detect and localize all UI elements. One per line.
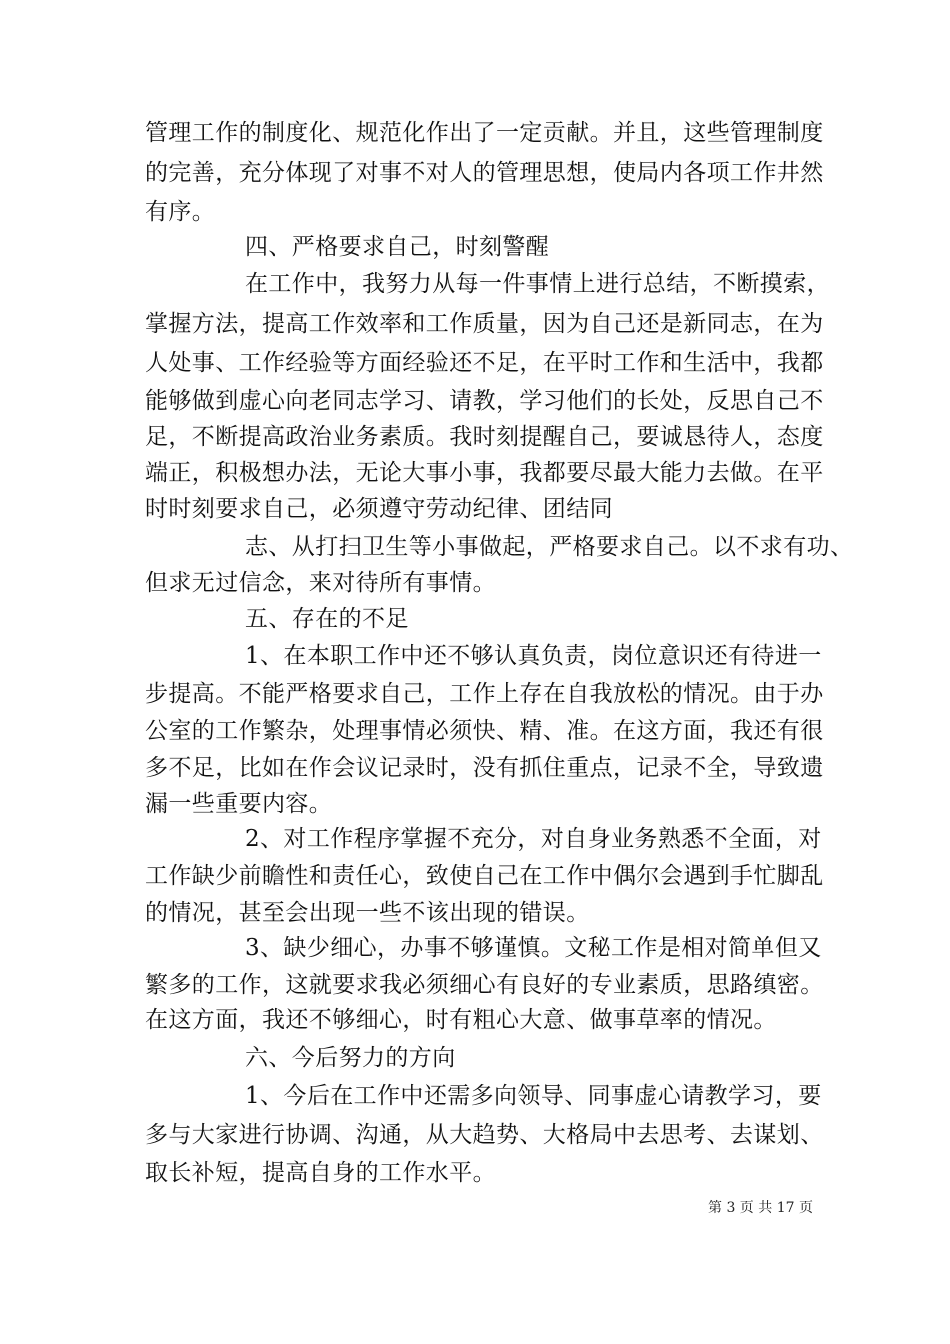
text-line: 的完善，充分体现了对事不对人的管理思想，使局内各项工作井然: [145, 160, 824, 186]
text-line: 繁多的工作，这就要求我必须细心有良好的专业素质，思路缜密。: [145, 972, 824, 998]
text-line: 3、缺少细心，办事不够谨慎。文秘工作是相对简单但又: [245, 935, 822, 961]
text-line: 端正，积极想办法，无论大事小事，我都要尽最大能力去做。在平: [145, 460, 824, 486]
text-line: 在工作中，我努力从每一件事情上进行总结，不断摸索，: [245, 271, 830, 297]
text-line: 管理工作的制度化、规范化作出了一定贡献。并且，这些管理制度: [145, 120, 824, 146]
section-heading: 五、存在的不足: [245, 606, 409, 632]
text-line: 人处事、工作经验等方面经验还不足，在平时工作和生活中，我都: [145, 350, 824, 376]
page-number: 第 3 页 共 17 页: [708, 1200, 813, 1216]
text-line: 的情况，甚至会出现一些不该出现的错误。: [145, 900, 590, 926]
section-heading: 四、严格要求自己，时刻警醒: [245, 234, 550, 260]
text-line: 2、对工作程序掌握不充分，对自身业务熟悉不全面，对: [245, 826, 822, 852]
text-line: 工作缺少前瞻性和责任心，致使自己在工作中偶尔会遇到手忙脚乱: [145, 863, 824, 889]
text-line: 取长补短，提高自身的工作水平。: [145, 1160, 496, 1186]
text-line: 掌握方法，提高工作效率和工作质量，因为自己还是新同志，在为: [145, 311, 824, 337]
text-line: 1、今后在工作中还需多向领导、同事虚心请教学习，要: [245, 1083, 822, 1109]
text-line: 步提高。不能严格要求自己，工作上存在自我放松的情况。由于办: [145, 681, 824, 707]
text-line: 多与大家进行协调、沟通，从大趋势、大格局中去思考、去谋划、: [145, 1122, 824, 1148]
text-line: 能够做到虚心向老同志学习、请教，学习他们的长处，反思自己不: [145, 388, 824, 414]
text-line: 1、在本职工作中还不够认真负责，岗位意识还有待进一: [245, 643, 822, 669]
text-line: 多不足，比如在作会议记录时，没有抓住重点，记录不全，导致遗: [145, 755, 824, 781]
text-line: 时时刻要求自己，必须遵守劳动纪律、团结同: [145, 496, 613, 522]
text-line: 但求无过信念，来对待所有事情。: [145, 570, 496, 596]
text-line: 公室的工作繁杂，处理事情必须快、精、准。在这方面，我还有很: [145, 718, 824, 744]
text-line: 志、从打扫卫生等小事做起，严格要求自己。以不求有功、: [245, 534, 854, 560]
text-line: 在这方面，我还不够细心，时有粗心大意、做事草率的情况。: [145, 1007, 777, 1033]
text-line: 有序。: [145, 199, 216, 225]
text-line: 足，不断提高政治业务素质。我时刻提醒自己，要诚恳待人，态度: [145, 424, 824, 450]
section-heading: 六、今后努力的方向: [245, 1045, 456, 1071]
text-line: 漏一些重要内容。: [145, 791, 333, 817]
